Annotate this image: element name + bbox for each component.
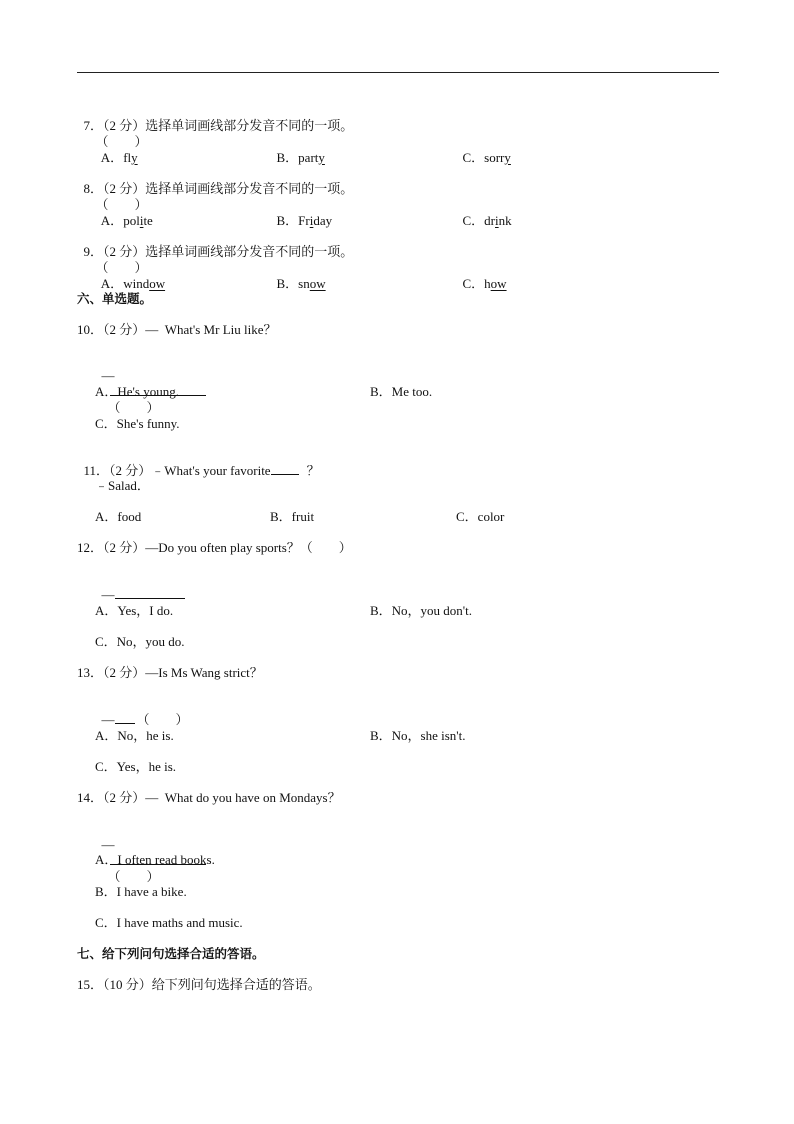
option-a[interactable]: A．I often read books. [95,852,215,867]
answer-paren: （ ） [107,400,160,415]
question-11: 11．（2 分）﹣What's your favorite ？ [83,463,320,478]
section-heading-7: 七、给下列问句选择合适的答语。 [77,946,265,961]
answer-paren: （ ） [95,134,148,149]
answer-paren: （ ） [95,197,148,212]
answer-blank[interactable] [271,463,299,475]
dialogue-reply: ﹣Salad． [95,478,150,493]
option-c[interactable]: C．Yes，he is. [95,759,177,774]
option-c[interactable]: C．how [462,276,507,291]
option-b[interactable]: B．No，she isn't. [370,728,466,743]
option-c[interactable]: C．sorry [462,150,511,165]
answer-paren: （ ） [136,712,189,727]
section-heading-6: 六、单选题。 [77,291,153,306]
header-rule [77,72,719,73]
answer-line: — [95,571,185,603]
answer-blank[interactable] [115,587,185,599]
option-a[interactable]: A．fly [100,150,138,165]
answer-blank[interactable] [115,712,135,724]
option-b[interactable]: B．fruit [270,509,315,524]
answer-line: — （ ） [101,712,189,727]
option-c[interactable]: C．I have maths and music. [95,915,243,930]
option-b[interactable]: B．party [276,150,325,165]
question-12: 12．（2 分）—Do you often play sports？（ ） [77,540,352,555]
question-stem: 9．（2 分）选择单词画线部分发音不同的一项。 [83,244,354,259]
option-a[interactable]: A．food [95,509,142,524]
option-b[interactable]: B．Friday [276,213,333,228]
option-c[interactable]: C．No，you do. [95,634,185,649]
question-stem: 7．（2 分）选择单词画线部分发音不同的一项。 [83,118,354,133]
option-c[interactable]: C．drink [462,213,512,228]
question-stem: 8．（2 分）选择单词画线部分发音不同的一项。 [83,181,354,196]
question-15: 15．（10 分）给下列问句选择合适的答语。 [77,977,321,992]
answer-paren: （ ） [107,869,160,884]
option-c[interactable]: C．She's funny. [95,416,180,431]
option-a[interactable]: A．Yes，I do. [95,603,174,618]
option-a[interactable]: A．He's young. [95,384,179,399]
option-b[interactable]: B．I have a bike. [95,884,187,899]
option-a[interactable]: A．window [100,276,166,291]
option-b[interactable]: B．Me too. [370,384,433,399]
option-b[interactable]: B．snow [276,276,326,291]
option-a[interactable]: A．No，he is. [95,728,174,743]
option-b[interactable]: B．No，you don't. [370,603,473,618]
question-13: 13．（2 分）—Is Ms Wang strict？ [77,665,263,680]
option-c[interactable]: C．color [456,509,505,524]
question-14: 14．（2 分）— What do you have on Mondays？ [77,790,341,805]
answer-paren: （ ） [95,260,148,275]
answer-line: — （ ） [95,352,206,416]
question-10: 10．（2 分）— What's Mr Liu like？ [77,322,277,337]
answer-line: — （ ） [95,821,206,885]
option-a[interactable]: A．polite [100,213,153,228]
